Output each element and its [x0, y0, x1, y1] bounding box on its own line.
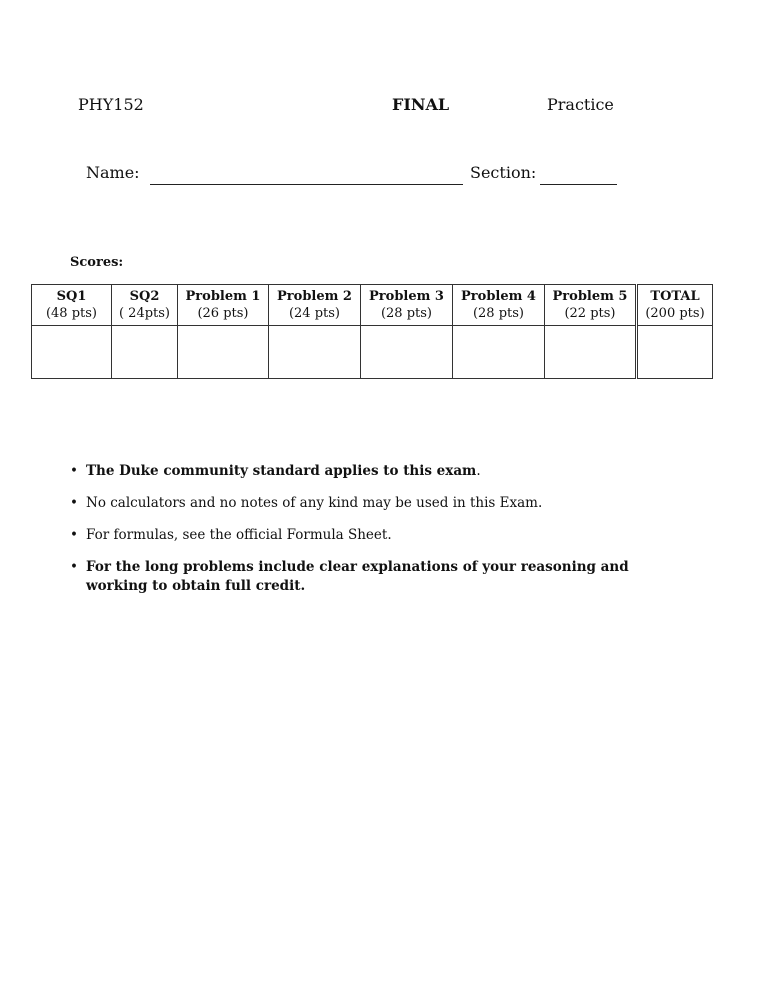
bullet-icon: •	[70, 559, 78, 575]
score-cell-problem-4[interactable]	[453, 326, 545, 379]
instructions-list	[70, 462, 690, 609]
score-column-header: Problem 1 (26 pts)	[178, 285, 269, 326]
instruction-item: • The Duke community standard applies to this exam.	[70, 463, 481, 479]
score-cell-sq2[interactable]	[112, 326, 178, 379]
instruction-item: • For the long problems include clear explanations of your reasoning and working to obtain full credit.	[70, 559, 629, 594]
exam-title: FINAL	[392, 95, 450, 114]
bullet-icon: •	[70, 527, 78, 543]
score-cell-problem-5[interactable]	[545, 326, 637, 379]
score-cell-problem-1[interactable]	[178, 326, 269, 379]
section-field[interactable]	[540, 184, 617, 185]
bullet-icon: •	[70, 495, 78, 511]
score-column-header: Problem 2 (24 pts)	[269, 285, 361, 326]
scores-header-row	[32, 285, 713, 326]
score-column-header: SQ1 (48 pts)	[32, 285, 112, 326]
score-column-header: SQ2 ( 24pts)	[112, 285, 178, 326]
instruction-item: • No calculators and no notes of any kind may be used in this Exam.	[70, 495, 543, 511]
score-column-header: Problem 5 (22 pts)	[545, 285, 637, 326]
total-column-header: TOTAL (200 pts)	[637, 285, 713, 326]
name-label: Name:	[86, 163, 140, 182]
scores-entry-row	[32, 326, 713, 379]
score-cell-problem-2[interactable]	[269, 326, 361, 379]
score-column-header: Problem 4 (28 pts)	[453, 285, 545, 326]
name-field[interactable]	[150, 184, 463, 185]
bullet-icon: •	[70, 463, 78, 479]
instruction-item: • For formulas, see the official Formula Sheet.	[70, 527, 392, 543]
scores-table	[31, 284, 713, 379]
course-code: PHY152	[78, 95, 144, 114]
scores-label: Scores:	[70, 255, 124, 270]
exam-type: Practice	[547, 95, 614, 114]
score-cell-problem-3[interactable]	[361, 326, 453, 379]
score-column-header: Problem 3 (28 pts)	[361, 285, 453, 326]
score-cell-total[interactable]	[637, 326, 713, 379]
score-cell-sq1[interactable]	[32, 326, 112, 379]
section-label: Section:	[470, 163, 537, 182]
